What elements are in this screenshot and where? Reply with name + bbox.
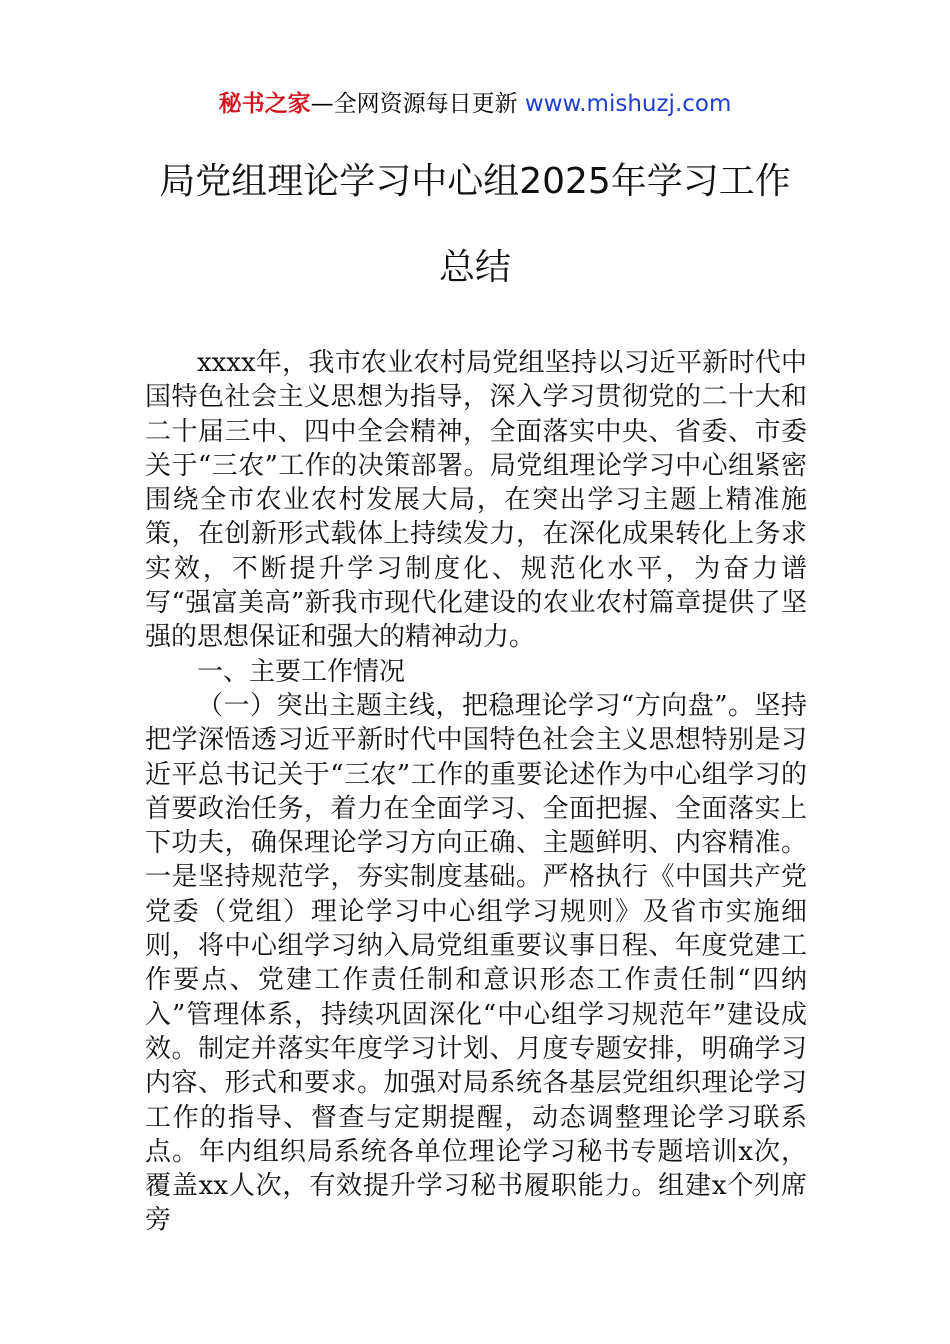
title-line-2: 总结 — [438, 247, 511, 288]
section-heading: 一、主要工作情况 — [197, 656, 406, 687]
header-tagline: —全网资源每日更新 — [310, 91, 518, 117]
site-url-link[interactable]: www.mishuzj.com — [524, 91, 732, 117]
title-line-1: 局党组理论学习中心组2025年学习工作 — [159, 161, 791, 202]
brand-name: 秘书之家 — [218, 91, 311, 117]
document-body — [145, 346, 807, 1238]
document-title — [120, 160, 830, 332]
site-header — [0, 88, 950, 120]
intro-paragraph: xxxx年，我市农业农村局党组坚持以习近平新时代中国特色社会主义思想为指导，深入学习贯彻党的二十大和二十届三中、四中全会精神，全面落实中央、省委、市委关于“三农”工作的决策部署。局党组理论学习中心组紧密围绕全市农业农村发展大局，在突出学习主题上精准施策，在创新形式载体上持续发力，在深化成果转化上务求实效，不断提升学习制度化、规范化水平，为奋力谱写“强富美高”新我市现代化建设的农业农村篇章提供了坚强的思想保证和强大的精神动力。 — [145, 348, 807, 653]
body-paragraph: （一）突出主题主线，把稳理论学习“方向盘”。坚持把学深悟透习近平新时代中国特色社会主义思想特别是习近平总书记关于“三农”工作的重要论述作为中心组学习的首要政治任务，着力在全面学习、全面把握、全面落实上下功夫，确保理论学习方向正确、主题鲜明、内容精准。一是坚持规范学，夯实制度基础。严格执行《中国共产党党委（党组）理论学习中心组学习规则》及省市实施细则，将中心组学习纳入局党组重要议事日程、年度党建工作要点、党建工作责任制和意识形态工作责任制“四纳入”管理体系，持续巩固深化“中心组学习规范年”建设成效。制定并落实年度学习计划、月度专题安排，明确学习内容、形式和要求。加强对局系统各基层党组织理论学习工作的指导、督查与定期提醒，动态调整理论学习联系点。年内组织局系统各单位理论学习秘书专题培训x次，覆盖xx人次，有效提升学习秘书履职能力。组建x个列席旁 — [145, 690, 807, 1236]
